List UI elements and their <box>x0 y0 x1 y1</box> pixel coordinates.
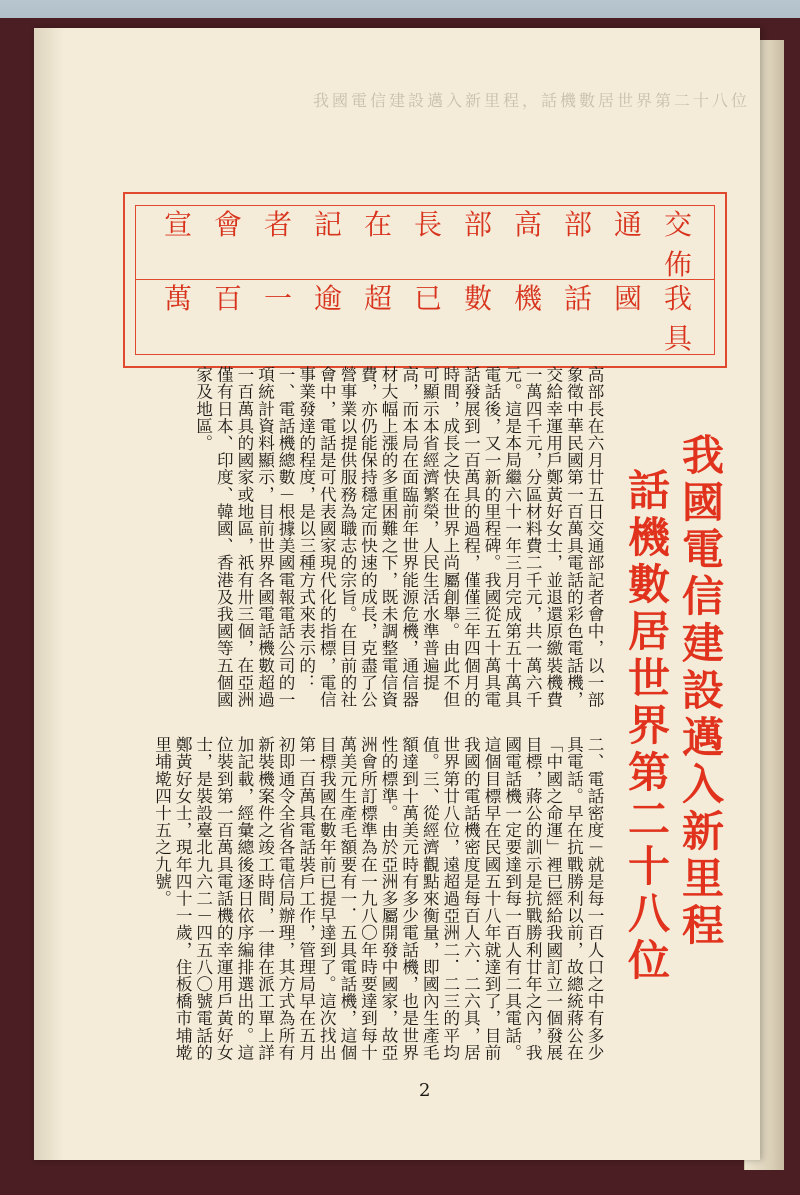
headline-line-2: 話機數居世界第二十八位 <box>622 468 671 985</box>
box-line-1: 交通部高部長在記者會宣佈 <box>163 207 714 281</box>
headline-line-1: 我國電信建設邁入新里程 <box>676 433 725 950</box>
headline-box-inner <box>135 205 715 355</box>
article-block-top: 高部長在六月廿五日交通部記者會中，以一部象徵中華民國第一百萬具電話的彩色電話機，交給幸運用戶鄭黃好女士，並退還原繳裝機費一萬四千元，分區材料費二千元，共一萬六千元。這是本局繼六十一年三月完成第五十萬具電話後，又一新的里程碑。我國從五十萬具電話發展到一百萬具的過程，僅僅三年四個月的時間，成長之快在世界上尚屬創舉。由此不但可顯示本省經濟繁榮，人民生活水準普遍提高，而本局在面臨前年世界能源危機，通信器材大幅上漲的多重困難之下，既未調整電信資費，亦仍能保持穩定而快速的成長，克盡了公營事業以提供服務為職志的宗旨。在目前的社會中，電話是可代表國家現代化的指標，電信事業發達的程度，是以三種方式來表示的：一、電話機總數－根據美國電報電話公司的一項統計資料顯示，目前世界各國電話機數超過一百萬具的國家或地區，祇有卅三個，在亞洲僅有日本、印度、韓國、香港及我國等五個國家及地區。 <box>193 366 604 708</box>
document-page <box>34 28 760 1160</box>
article-block-bottom: 二、電話密度－就是每一百人口之中有多少具電話。早在抗戰勝利以前，故總統蔣公在「中國之命運」裡已經給我國訂立一個發展目標，蔣公的訓示是抗戰勝利廿年之內，我國電話機一定要達到每一百人有二具電話。這個目標早在民國五十八年就達到了，目前我國的電話機密度是每百人六．二六具，居世界第廿八位，遠超過亞洲二．二三的平均值。三、從經濟觀點來衡量，即國內生產毛額達到十萬美元時有多少電話機，也是世界性的標準。由於亞洲多屬開發中國家，故亞洲會所訂標準為在一九八〇年時要達到每十萬美元生產毛額要有一．五具電話機，這個目標我國在數年前已提早達到了。這次找出第一百萬具電話裝戶工作，管理局早在五月初即通令全省各電信局辦理，其方式為所有新裝機案件之竣工時間，一律在派工單上詳加記載，經彙總後逐日依序編排選出的。這位裝到第一百萬具電話機的幸運用戶黃好女士，是裝設臺北九六二－四五八〇號電話的鄭黃好女士，現年四十一歲，住板橋市埔墘里埔墘四十五之九號。 <box>152 736 604 1061</box>
headline-box <box>123 192 727 368</box>
bleed-through-text: 我國電信建設邁入新里程，話機數居世界第二十八位 <box>312 91 750 110</box>
page-number: 2 <box>419 1080 431 1101</box>
box-line-2: 我國話機數已超逾一百萬具 <box>163 281 714 355</box>
